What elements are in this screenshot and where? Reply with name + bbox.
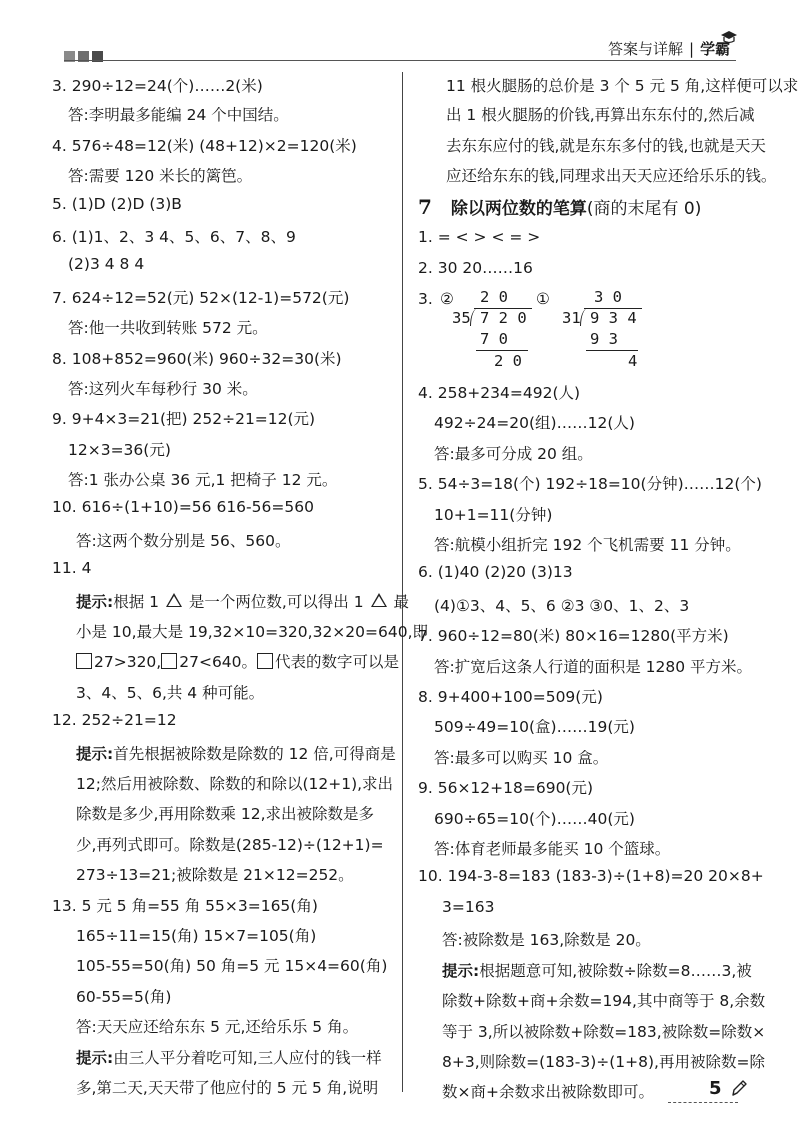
answer-4-line-2: 答:需要 120 米长的篱笆。 bbox=[68, 167, 253, 185]
answer-13-line-1: 13. 5 元 5 角=55 角 55×3=165(角) bbox=[52, 897, 318, 915]
hint-label: 提示: bbox=[442, 962, 480, 980]
hint-text: 根据 1 bbox=[113, 593, 159, 611]
answer-r6-line-1: 6. (1)40 (2)20 (3)13 bbox=[418, 563, 573, 581]
blank-box-icon bbox=[257, 653, 273, 669]
answer-r6-line-2: (4)①3、4、5、6 ②3 ③0、1、2、3 bbox=[434, 597, 690, 615]
answer-13-line-5: 答:天天应还给东东 5 元,还给乐乐 5 角。 bbox=[76, 1018, 359, 1036]
hint-text: 是一个两位数,可以得出 1 bbox=[188, 593, 364, 611]
triangle-icon bbox=[371, 593, 387, 607]
answer-10-line-2: 答:这两个数分别是 56、560。 bbox=[76, 532, 291, 550]
answer-r10-hint-line-3: 等于 3,所以被除数+除数=183,被除数=除数× bbox=[442, 1023, 766, 1041]
answer-8-line-2: 答:这列火车每秒行 30 米。 bbox=[68, 380, 258, 398]
answer-r3-mark-b: ① bbox=[536, 290, 550, 308]
answer-10-line-1: 10. 616÷(1+10)=56 616-56=560 bbox=[52, 498, 314, 516]
division-b-bracket bbox=[580, 308, 589, 326]
hint-text: 根据题意可知,被除数÷除数=8……3,被 bbox=[479, 962, 752, 980]
section-heading bbox=[418, 194, 701, 219]
column-divider bbox=[402, 72, 403, 1092]
answer-9-line-1: 9. 9+4×3=21(把) 252÷21=12(元) bbox=[52, 410, 316, 428]
answer-r10-hint-line-5: 数×商+余数求出被除数即可。 bbox=[442, 1083, 654, 1101]
header-rule bbox=[64, 60, 736, 61]
answer-6-line-1: 6. (1)1、2、3 4、5、6、7、8、9 bbox=[52, 228, 296, 246]
answer-11-line-1: 11. 4 bbox=[52, 559, 92, 577]
answer-13-line-4: 60-55=5(角) bbox=[76, 988, 172, 1006]
header-separator: | bbox=[689, 40, 695, 58]
continued-hint-line-2: 出 1 根火腿肠的价钱,再算出东东付的,然后减 bbox=[446, 106, 755, 124]
answer-r4-line-3: 答:最多可分成 20 组。 bbox=[434, 445, 593, 463]
division-a-bracket bbox=[470, 308, 479, 326]
answer-r9-line-2: 690÷65=10(个)……40(元) bbox=[434, 810, 635, 828]
answer-r4-line-1: 4. 258+234=492(人) bbox=[418, 384, 581, 402]
blank-box-icon bbox=[76, 653, 92, 669]
hint-text: 代表的数字可以是 bbox=[275, 653, 400, 671]
answer-r5-line-2: 10+1=11(分钟) bbox=[434, 506, 553, 524]
continued-hint-line-4: 应还给东东的钱,同理求出天天应还给乐乐的钱。 bbox=[446, 167, 777, 185]
section-subtitle: (商的末尾有 0) bbox=[586, 199, 702, 219]
answer-9-line-3: 答:1 张办公桌 36 元,1 把椅子 12 元。 bbox=[68, 471, 338, 489]
answer-r10-hint-line-2: 除数+除数+商+余数=194,其中商等于 8,余数 bbox=[442, 992, 766, 1010]
answer-3-line-1: 3. 290÷12=24(个)……2(米) bbox=[52, 77, 263, 95]
answer-4-line-1: 4. 576÷48=12(米) (48+12)×2=120(米) bbox=[52, 137, 357, 155]
answer-12-hint-line-5: 273÷13=21;被除数是 21×12=252。 bbox=[76, 866, 354, 884]
hint-text: 由三人平分着吃可知,三人应付的钱一样 bbox=[113, 1049, 382, 1067]
division-b-product: 9 3 bbox=[590, 330, 618, 348]
answer-12-hint-line-2: 12;然后用被除数、除数的和除以(12+1),求出 bbox=[76, 775, 394, 793]
continued-hint-line-3: 去东东应付的钱,就是东东多付的钱,也就是天天 bbox=[446, 137, 766, 155]
answer-r10-line-3: 答:被除数是 163,除数是 20。 bbox=[442, 931, 651, 949]
answer-r5-line-1: 5. 54÷3=18(个) 192÷18=10(分钟)……12(个) bbox=[418, 475, 762, 493]
answer-11-hint-line-4: 3、4、5、6,共 4 种可能。 bbox=[76, 684, 265, 702]
header-title bbox=[608, 38, 730, 59]
answer-r9-line-1: 9. 56×12+18=690(元) bbox=[418, 779, 594, 797]
continued-hint-line-1: 11 根火腿肠的总价是 3 个 5 元 5 角,这样便可以求 bbox=[446, 77, 799, 95]
answer-r9-line-3: 答:体育老师最多能买 10 个篮球。 bbox=[434, 840, 671, 858]
answer-r4-line-2: 492÷24=20(组)……12(人) bbox=[434, 414, 635, 432]
hint-label: 提示: bbox=[76, 1049, 114, 1067]
answer-13-hint-line-1 bbox=[76, 1046, 382, 1068]
division-b-bar bbox=[586, 350, 638, 351]
answer-8-line-1: 8. 108+852=960(米) 960÷32=30(米) bbox=[52, 350, 342, 368]
answer-12-hint-line-4: 少,再列式即可。除数是(285-12)÷(12+1)= bbox=[76, 836, 384, 854]
answer-13-hint-line-2: 多,第二天,天天带了他应付的 5 元 5 角,说明 bbox=[76, 1079, 379, 1097]
answer-6-line-2: (2)3 4 8 4 bbox=[68, 255, 145, 273]
answer-r2-line-1: 2. 30 20……16 bbox=[418, 259, 533, 277]
page-number: 5 bbox=[709, 1078, 722, 1099]
answer-13-line-2: 165÷11=15(角) 15×7=105(角) bbox=[76, 927, 317, 945]
section-title: 除以两位数的笔算 bbox=[450, 199, 587, 219]
answer-r1-line-1: 1. = < > < = > bbox=[418, 228, 541, 246]
answer-r10-line-1: 10. 194-3-8=183 (183-3)÷(1+8)=20 20×8+ bbox=[418, 867, 764, 885]
division-a-divisor: 35 bbox=[452, 309, 471, 327]
section-number: 7 bbox=[418, 195, 432, 219]
triangle-icon bbox=[166, 593, 182, 607]
answer-3-line-2: 答:李明最多能编 24 个中国结。 bbox=[68, 106, 289, 124]
division-a-bar bbox=[476, 350, 528, 351]
answer-r10-hint-line-1 bbox=[442, 959, 752, 981]
answer-r7-line-1: 7. 960÷12=80(米) 80×16=1280(平方米) bbox=[418, 627, 729, 645]
hint-label: 提示: bbox=[76, 745, 114, 763]
answer-7-line-1: 7. 624÷12=52(元) 52×(12-1)=572(元) bbox=[52, 289, 350, 307]
answer-12-line-1: 12. 252÷21=12 bbox=[52, 711, 177, 729]
answer-r5-line-3: 答:航模小组折完 192 个飞机需要 11 分钟。 bbox=[434, 536, 741, 554]
division-b-dividend: 9 3 4 bbox=[590, 309, 637, 327]
hint-text: 最 bbox=[393, 593, 409, 611]
division-b-quotient: 3 0 bbox=[594, 288, 622, 306]
division-b-remainder: 4 bbox=[628, 352, 638, 370]
answer-11-hint-line-2: 小是 10,最大是 19,32×10=320,32×20=640,即 bbox=[76, 623, 429, 641]
long-division-a bbox=[434, 288, 534, 384]
footer-rule bbox=[668, 1102, 738, 1103]
hint-text: 首先根据被除数是除数的 12 倍,可得商是 bbox=[113, 745, 396, 763]
answer-r8-line-1: 8. 9+400+100=509(元) bbox=[418, 688, 603, 706]
header-section-title: 答案与详解 bbox=[608, 40, 684, 58]
answer-r10-hint-line-4: 8+3,则除数=(183-3)÷(1+8),再用被除数=除 bbox=[442, 1053, 765, 1071]
answer-r8-line-2: 509÷49=10(盒)……19(元) bbox=[434, 718, 635, 736]
answer-r8-line-3: 答:最多可以购买 10 盒。 bbox=[434, 749, 609, 767]
hint-label: 提示: bbox=[76, 593, 114, 611]
long-division-b bbox=[534, 288, 644, 384]
division-b-divisor: 31 bbox=[562, 309, 581, 327]
answer-12-hint-line-3: 除数是多少,再用除数乘 12,求出被除数是多 bbox=[76, 805, 375, 823]
header-decoration bbox=[64, 47, 106, 66]
division-a-dividend: 7 2 0 bbox=[480, 309, 527, 327]
graduation-cap-icon bbox=[720, 30, 738, 44]
answer-11-hint-line-3 bbox=[76, 650, 399, 672]
hint-text: 27>320, bbox=[94, 653, 162, 671]
blank-box-icon bbox=[161, 653, 177, 669]
pencil-icon bbox=[730, 1078, 748, 1098]
division-a-quotient: 2 0 bbox=[480, 288, 508, 306]
answer-13-line-3: 105-55=50(角) 50 角=5 元 15×4=60(角) bbox=[76, 957, 388, 975]
answer-11-hint-line-1 bbox=[76, 590, 409, 612]
answer-9-line-2: 12×3=36(元) bbox=[68, 441, 171, 459]
answer-7-line-2: 答:他一共收到转账 572 元。 bbox=[68, 319, 268, 337]
answer-r7-line-2: 答:扩宽后这条人行道的面积是 1280 平方米。 bbox=[434, 658, 753, 676]
answer-r10-line-2: 3=163 bbox=[442, 898, 495, 916]
header-brand: 学霸 bbox=[700, 40, 731, 58]
hint-text: 27<640。 bbox=[179, 653, 258, 671]
answer-r3-mark-a: ② bbox=[440, 290, 454, 308]
answer-5-line-1: 5. (1)D (2)D (3)B bbox=[52, 195, 182, 213]
division-a-remainder: 2 0 bbox=[494, 352, 522, 370]
division-a-product: 7 0 bbox=[480, 330, 508, 348]
answer-r3-label: 3. bbox=[418, 290, 433, 308]
answer-12-hint-line-1 bbox=[76, 742, 396, 764]
